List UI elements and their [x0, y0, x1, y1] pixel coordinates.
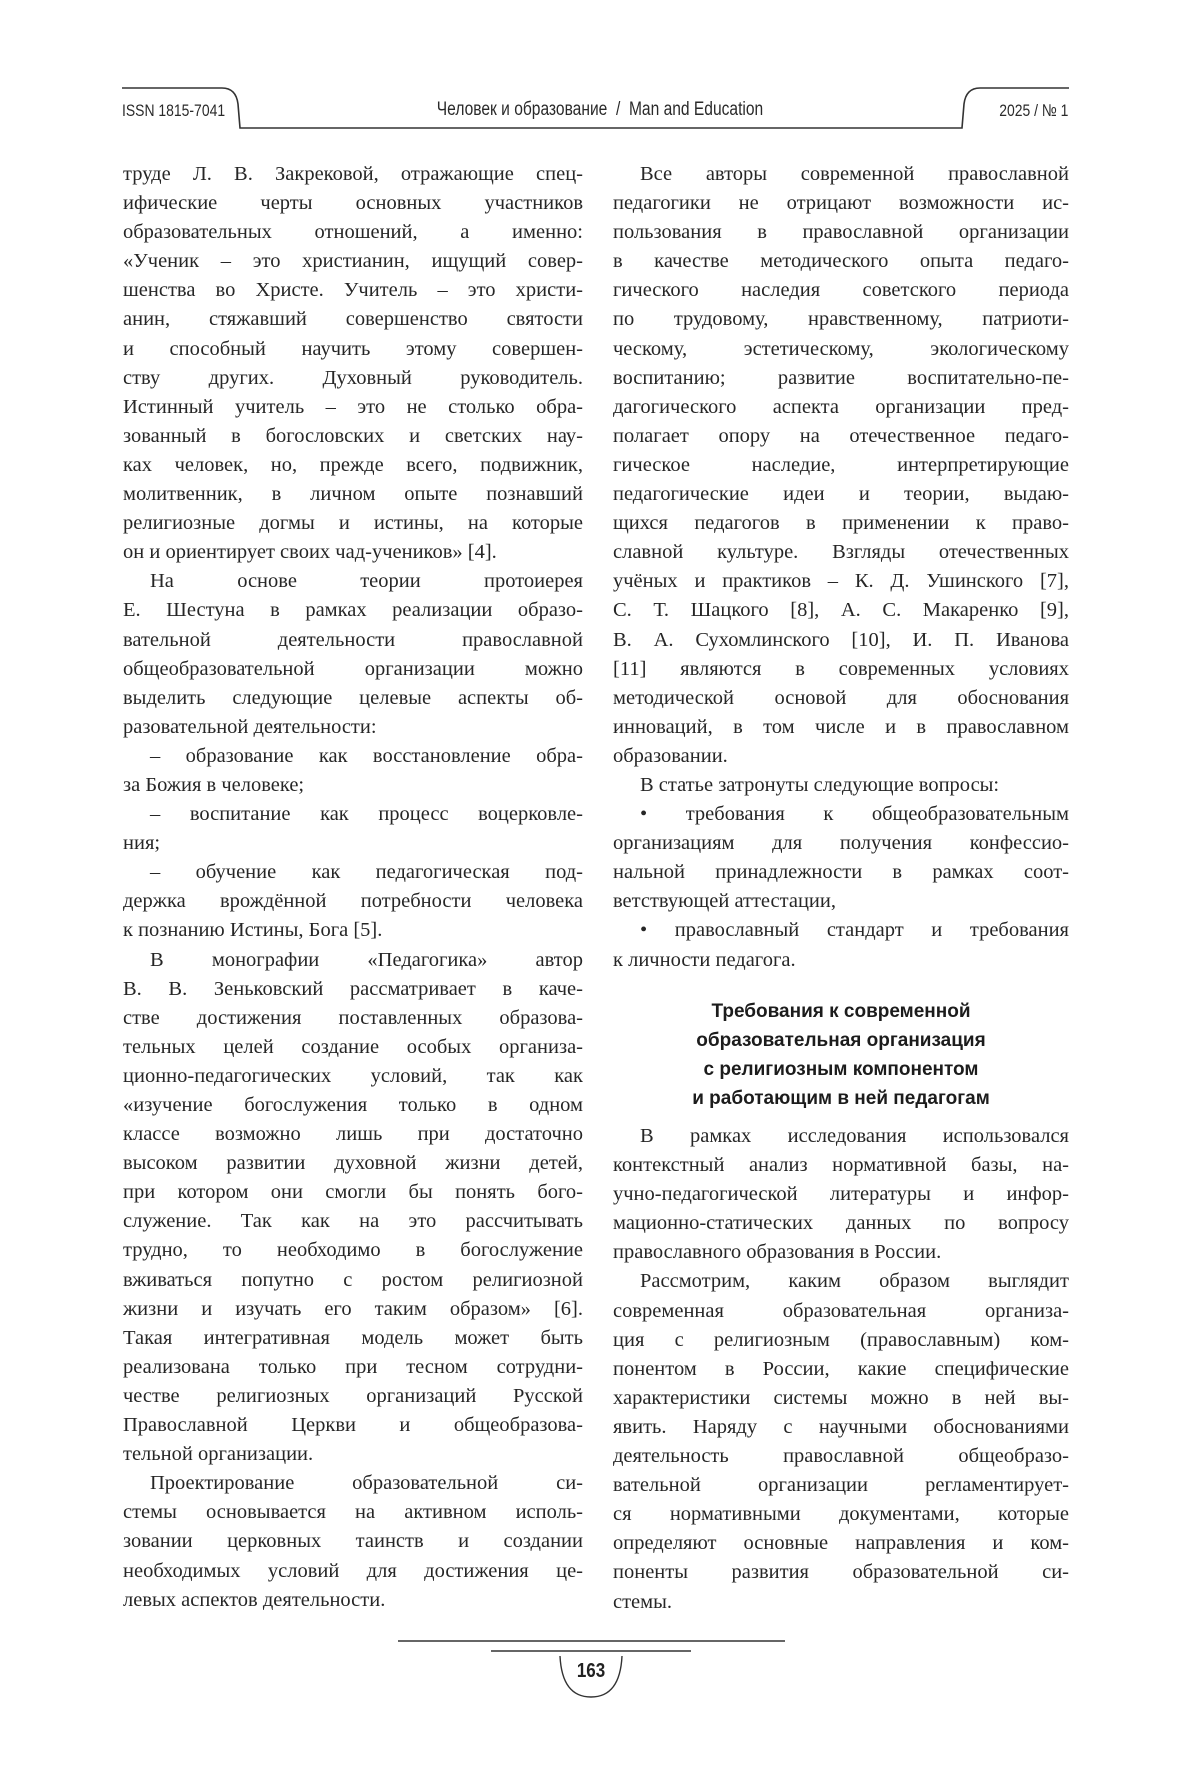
- issn: ISSN 1815-7041: [122, 101, 225, 121]
- text-line: поненты развития образовательной си-: [613, 1558, 1069, 1587]
- text-line: необходимых условий для достижения це-: [123, 1557, 583, 1586]
- text-line: – обучение как педагогическая под-: [123, 858, 583, 887]
- text-line: – образование как восстановление обра-: [123, 742, 583, 771]
- text-line: инноваций, в том числе и в православном: [613, 713, 1069, 742]
- text-line: ция с религиозным (православным) ком-: [613, 1326, 1069, 1355]
- text-line: ках человек, но, прежде всего, подвижник,: [123, 451, 583, 480]
- text-line: образовании.: [613, 742, 1069, 771]
- text-line: держка врождённой потребности человека: [123, 887, 583, 916]
- text-line: разовательной деятельности:: [123, 713, 583, 742]
- text-line: гического наследия советского периода: [613, 276, 1069, 305]
- text-line: явить. Наряду с научными обоснованиями: [613, 1413, 1069, 1442]
- text-line: современная образовательная организа-: [613, 1297, 1069, 1326]
- text-line: общеобразовательной организации можно: [123, 655, 583, 684]
- text-line: ству других. Духовный руководитель.: [123, 364, 583, 393]
- text-line: зовании церковных таинств и создании: [123, 1527, 583, 1556]
- text-line: вательной организации регламентирует-: [613, 1471, 1069, 1500]
- text-line: Такая интегративная модель может быть: [123, 1324, 583, 1353]
- text-line: В статье затронуты следующие вопросы:: [613, 771, 1069, 800]
- text-line: при котором они смогли бы понять бого-: [123, 1178, 583, 1207]
- text-line: тельной организации.: [123, 1440, 583, 1469]
- heading-line: и работающим в ней педагогам: [613, 1084, 1069, 1113]
- text-line: дагогического аспекта организации пред-: [613, 393, 1069, 422]
- text-line: ифические черты основных участников: [123, 189, 583, 218]
- text-line: пользования в православной организации: [613, 218, 1069, 247]
- text-line: характеристики системы можно в ней вы-: [613, 1384, 1069, 1413]
- text-line: образовательных отношений, а именно:: [123, 218, 583, 247]
- text-line: На основе теории протоиерея: [123, 567, 583, 596]
- text-line: В монографии «Педагогика» автор: [123, 946, 583, 975]
- heading-line: образовательная организация: [613, 1026, 1069, 1055]
- text-line: определяют основные направления и ком-: [613, 1529, 1069, 1558]
- journal-title: Человек и образование / Man and Education: [437, 99, 763, 121]
- text-line: он и ориентирует своих чад-учеников» [4].: [123, 538, 583, 567]
- text-line: полагает опору на отечественное педаго-: [613, 422, 1069, 451]
- text-line: В. В. Зеньковский рассматривает в каче-: [123, 975, 583, 1004]
- text-line: Е. Шестуна в рамках реализации образо-: [123, 596, 583, 625]
- text-line: и способный научить этому совершен-: [123, 335, 583, 364]
- text-line: молитвенник, в личном опыте познавший: [123, 480, 583, 509]
- text-line: ветствующей аттестации,: [613, 887, 1069, 916]
- text-line: зованный в богословских и светских нау-: [123, 422, 583, 451]
- text-line: религиозные догмы и истины, на которые: [123, 509, 583, 538]
- text-line: учно-педагогической литературы и инфор-: [613, 1180, 1069, 1209]
- text-line: к познанию Истины, Бога [5].: [123, 916, 583, 945]
- text-line: труде Л. В. Закрековой, отражающие спец-: [123, 160, 583, 189]
- text-line: стемы.: [613, 1588, 1069, 1617]
- text-line: трудно, то необходимо в богослужение: [123, 1236, 583, 1265]
- text-line: служение. Так как на это рассчитывать: [123, 1207, 583, 1236]
- text-line: В рамках исследования использовался: [613, 1122, 1069, 1151]
- text-line: честве религиозных организаций Русской: [123, 1382, 583, 1411]
- text-line: деятельность православной общеобразо-: [613, 1442, 1069, 1471]
- text-line: Истинный учитель – это не столько обра-: [123, 393, 583, 422]
- text-line: православного образования в России.: [613, 1238, 1069, 1267]
- text-line: контекстный анализ нормативной базы, на-: [613, 1151, 1069, 1180]
- text-line: гическое наследие, интерпретирующие: [613, 451, 1069, 480]
- text-line: понентом в России, какие специфические: [613, 1355, 1069, 1384]
- text-line: «изучение богослужения только в одном: [123, 1091, 583, 1120]
- text-line: реализована только при тесном сотрудни-: [123, 1353, 583, 1382]
- text-line: ционно-педагогических условий, так как: [123, 1062, 583, 1091]
- text-line: • православный стандарт и требования: [613, 916, 1069, 945]
- text-line: мационно-статических данных по вопросу: [613, 1209, 1069, 1238]
- page-number: 163: [577, 1660, 605, 1683]
- text-line: в качестве методического опыта педаго-: [613, 247, 1069, 276]
- text-line: В. А. Сухомлинского [10], И. П. Иванова: [613, 626, 1069, 655]
- text-line: шенства во Христе. Учитель – это христи-: [123, 276, 583, 305]
- issue-number: 2025 / № 1: [999, 101, 1068, 121]
- text-line: нальной принадлежности в рамках соот-: [613, 858, 1069, 887]
- text-line: классе возможно лишь при достаточно: [123, 1120, 583, 1149]
- text-line: ся нормативными документами, которые: [613, 1500, 1069, 1529]
- text-line: вательной деятельности православной: [123, 626, 583, 655]
- text-line: высоком развитии духовной жизни детей,: [123, 1149, 583, 1178]
- text-line: славной культуре. Взгляды отечественных: [613, 538, 1069, 567]
- text-line: тельных целей создание особых организа-: [123, 1033, 583, 1062]
- text-line: жизни и изучать его таким образом» [6].: [123, 1295, 583, 1324]
- text-line: левых аспектов деятельности.: [123, 1586, 583, 1615]
- text-line: вживаться попутно с ростом религиозной: [123, 1266, 583, 1295]
- footer-rules: [0, 0, 1200, 1783]
- text-line: Проектирование образовательной си-: [123, 1469, 583, 1498]
- text-line: педагогические идеи и теории, выдаю-: [613, 480, 1069, 509]
- text-line: Православной Церкви и общеобразова-: [123, 1411, 583, 1440]
- text-line: к личности педагога.: [613, 946, 1069, 975]
- text-line: «Ученик – это христианин, ищущий совер-: [123, 247, 583, 276]
- text-line: стемы основывается на активном исполь-: [123, 1498, 583, 1527]
- text-line: педагогики не отрицают возможности ис-: [613, 189, 1069, 218]
- text-line: [11] являются в современных условиях: [613, 655, 1069, 684]
- text-line: за Божия в человеке;: [123, 771, 583, 800]
- text-line: выделить следующие целевые аспекты об-: [123, 684, 583, 713]
- text-line: щихся педагогов в применении к право-: [613, 509, 1069, 538]
- text-line: С. Т. Шацкого [8], А. С. Макаренко [9],: [613, 596, 1069, 625]
- text-line: • требования к общеобразовательным: [613, 800, 1069, 829]
- text-line: воспитанию; развитие воспитательно-пе-: [613, 364, 1069, 393]
- text-line: – воспитание как процесс воцерковле-: [123, 800, 583, 829]
- text-line: организациям для получения конфессио-: [613, 829, 1069, 858]
- heading-line: с религиозным компонентом: [613, 1055, 1069, 1084]
- text-line: по трудовому, нравственному, патриоти-: [613, 305, 1069, 334]
- text-line: ния;: [123, 829, 583, 858]
- text-line: Рассмотрим, каким образом выглядит: [613, 1267, 1069, 1296]
- text-line: ческому, эстетическому, экологическому: [613, 335, 1069, 364]
- heading-line: Требования к современной: [613, 997, 1069, 1026]
- text-line: стве достижения поставленных образова-: [123, 1004, 583, 1033]
- text-line: методической основой для обоснования: [613, 684, 1069, 713]
- text-line: учёных и практиков – К. Д. Ушинского [7],: [613, 567, 1069, 596]
- text-line: Все авторы современной православной: [613, 160, 1069, 189]
- text-line: анин, стяжавший совершенство святости: [123, 305, 583, 334]
